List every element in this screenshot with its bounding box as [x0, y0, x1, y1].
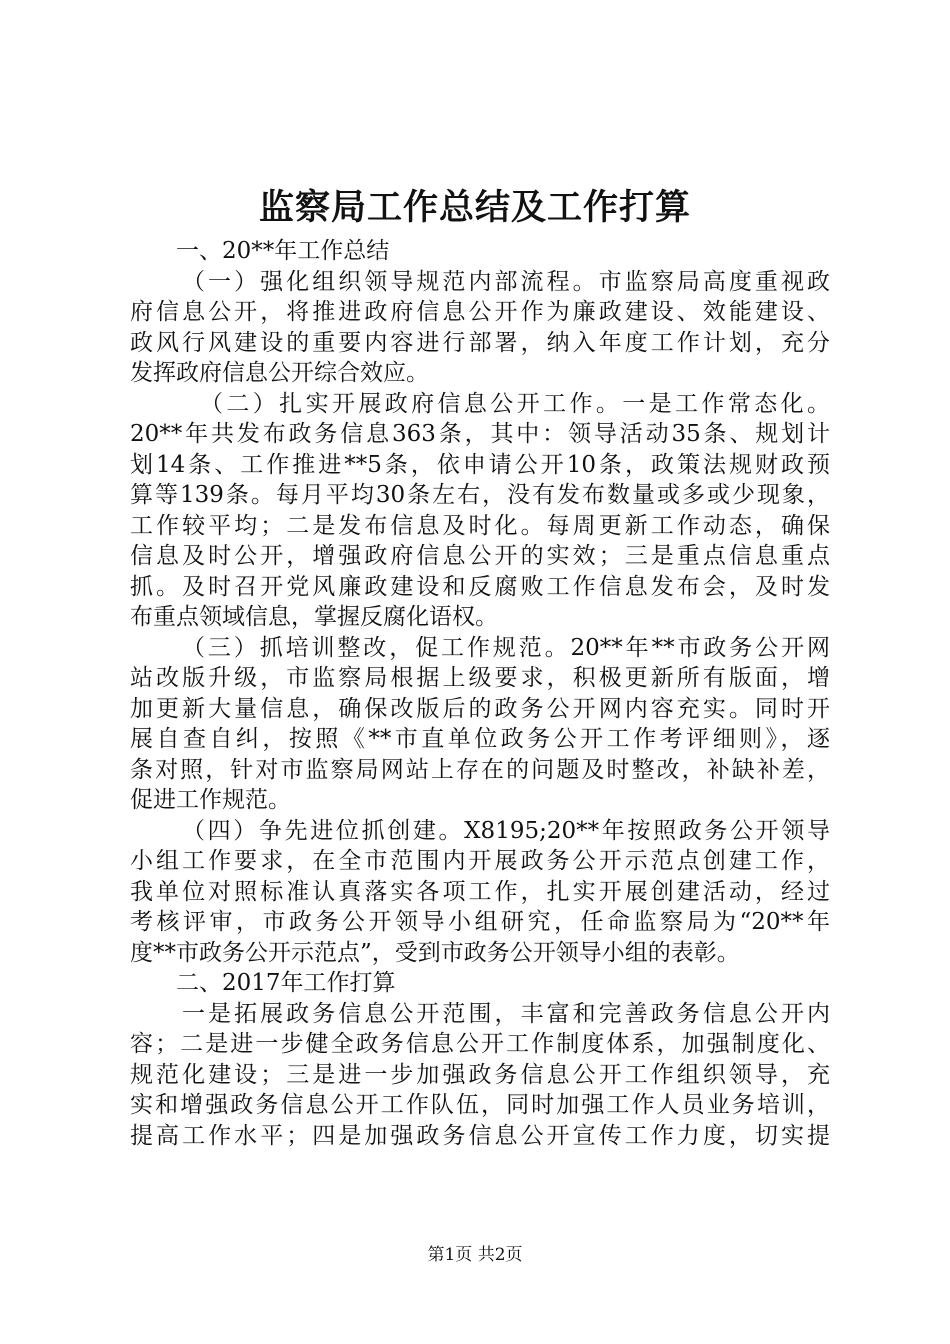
text-line: 二、2017年工作打算 — [176, 970, 396, 996]
text-line: 抓。及时召开党风廉政建设和反腐败工作信息发布会，及时发 — [130, 573, 830, 600]
text-line: 政风行风建设的重要内容进行部署，纳入年度工作计划，充分 — [130, 329, 830, 356]
text-line: 我单位对照标准认真落实各项工作，扎实开展创建活动，经过 — [130, 878, 830, 905]
text-line: 条对照，针对市监察局网站上存在的问题及时整改，补缺补差， — [130, 756, 830, 783]
text-line: 容；二是进一步健全政务信息公开工作制度体系，加强制度化、 — [130, 1031, 830, 1057]
text-line: 提高工作水平；四是加强政务信息公开宣传工作力度，切实提 — [130, 1122, 830, 1149]
text-line: （四）争先进位抓创建。X8195;20**年按照政务公开领导 — [182, 817, 830, 844]
text-line: 工作较平均；二是发布信息及时化。每周更新工作动态，确保 — [130, 512, 830, 539]
text-line: 考核评审，市政务公开领导小组研究，任命监察局为“20**年 — [130, 909, 830, 935]
text-line: 小组工作要求，在全市范围内开展政务公开示范点创建工作， — [130, 848, 830, 874]
text-line: 一是拓展政务信息公开范围，丰富和完善政务信息公开内 — [182, 1000, 830, 1027]
text-line: 促进工作规范。 — [130, 787, 291, 813]
page-footer: 第1页 共2页 — [427, 1245, 523, 1265]
text-line: 一、20**年工作总结 — [176, 238, 390, 264]
text-line: （三）抓培训整改，促工作规范。20**年**市政务公开网 — [182, 634, 830, 661]
text-line: 算等139条。每月平均30条左右，没有发布数量或多或少现象， — [130, 482, 830, 508]
text-line: 加更新大量信息，确保改版后的政务公开网内容充实。同时开 — [130, 695, 830, 722]
text-line: 信息及时公开，增强政府信息公开的实效；三是重点信息重点 — [130, 543, 830, 569]
text-line: 20**年共发布政务信息363条，其中：领导活动35条、规划计 — [130, 421, 830, 447]
text-line: （二）扎实开展政府信息公开工作。一是工作常态化。 — [200, 390, 830, 417]
text-line: 发挥政府信息公开综合效应。 — [130, 360, 429, 386]
text-line: 府信息公开，将推进政府信息公开作为廉政建设、效能建设、 — [130, 299, 830, 325]
document-title: 监察局工作总结及工作打算 — [258, 187, 691, 228]
text-line: 度**市政务公开示范点”，受到市政务公开领导小组的表彰。 — [130, 939, 740, 966]
text-line: 划14条、工作推进**5条，依申请公开10条，政策法规财政预 — [130, 451, 830, 478]
text-line: 站改版升级，市监察局根据上级要求，积极更新所有版面，增 — [130, 665, 830, 691]
text-line: 展自查自纠，按照《**市直单位政务公开工作考评细则》，逐 — [130, 726, 830, 752]
text-line: 规范化建设；三是进一步加强政务信息公开工作组织领导，充 — [130, 1061, 830, 1088]
document-body — [130, 236, 830, 1151]
text-line: 实和增强政务信息公开工作队伍，同时加强工作人员业务培训， — [130, 1092, 830, 1118]
text-line: 布重点领域信息，掌握反腐化语权。 — [130, 604, 498, 630]
text-line: （一）强化组织领导规范内部流程。市监察局高度重视政 — [182, 268, 830, 295]
